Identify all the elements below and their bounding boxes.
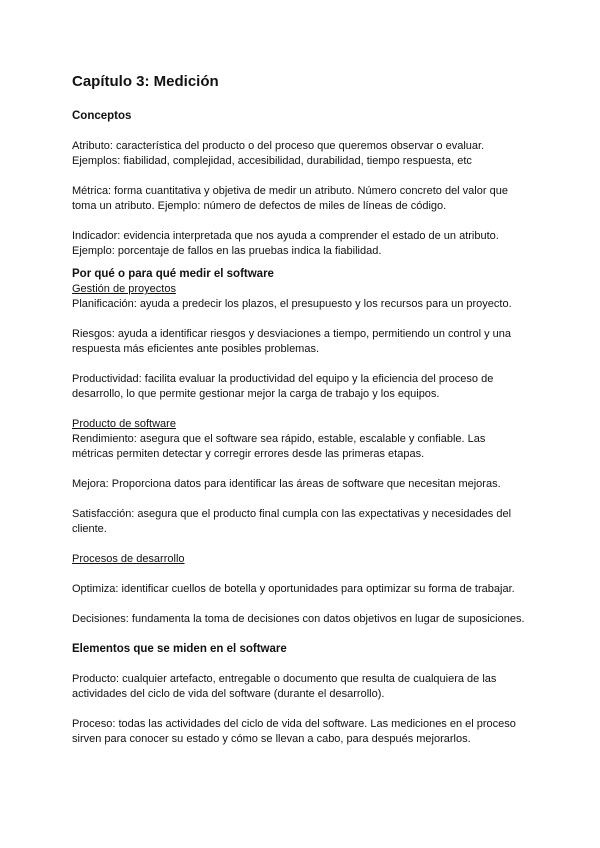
heading-elementos: Elementos que se miden en el software [72,643,287,655]
paragraph-optimiza: Optimiza: identificar cuellos de botella y oportunidades para optimizar su forma de trabajar. [72,583,515,595]
paragraph-satisfaccion: Satisfacción: asegura que el producto final cumpla con las expectativas y necesidades del cliente. [72,508,512,535]
paragraph-decisiones: Decisiones: fundamenta la toma de decisiones con datos objetivos en lugar de suposiciones. [72,613,525,625]
subheading-gestion: Gestión de proyectos [72,283,176,295]
heading-por-que: Por qué o para qué medir el software [72,268,274,280]
paragraph-rendimiento: Rendimiento: asegura que el software sea rápido, estable, escalable y confiable. Las métricas permiten detectar y corregir errores desde las primeras etapas. [72,433,486,460]
paragraph-metrica: Métrica: forma cuantitativa y objetiva de medir un atributo. Número concreto del valor que toma un atributo. Ejemplo: número de defectos de miles de líneas de código. [72,185,508,212]
paragraph-indicador: Indicador: evidencia interpretada que nos ayuda a comprender el estado de un atributo. Ejemplo: porcentaje de fallos en las pruebas indica la fiabilidad. [72,230,499,257]
chapter-title: Capítulo 3: Medición [72,73,219,90]
document-content [72,73,528,747]
subheading-procesos: Procesos de desarrollo [72,553,185,565]
paragraph-proceso: Proceso: todas las actividades del ciclo de vida del software. Las mediciones en el proceso sirven para conocer su estado y cómo se llevan a cabo, para después mejorarlos. [72,718,516,745]
paragraph-planificacion: Planificación: ayuda a predecir los plazos, el presupuesto y los recursos para un proyecto. [72,298,512,310]
heading-conceptos: Conceptos [72,110,132,122]
subheading-producto: Producto de software [72,418,176,430]
paragraph-productividad: Productividad: facilita evaluar la productividad del equipo y la eficiencia del proceso de desarrollo, lo que permite gestionar mejor la carga de trabajo y los equipos. [72,373,494,400]
paragraph-mejora: Mejora: Proporciona datos para identificar las áreas de software que necesitan mejoras. [72,478,501,490]
paragraph-atributo: Atributo: característica del producto o del proceso que queremos observar o evaluar. Ejemplos: fiabilidad, complejidad, accesibilidad, durabilidad, tiempo respuesta, etc [72,140,485,167]
paragraph-producto: Producto: cualquier artefacto, entregable o documento que resulta de cualquiera de las actividades del ciclo de vida del software (durante el desarrollo). [72,673,497,700]
paragraph-riesgos: Riesgos: ayuda a identificar riesgos y desviaciones a tiempo, permitiendo un control y una respuesta más eficientes ante posibles problemas. [72,328,512,355]
